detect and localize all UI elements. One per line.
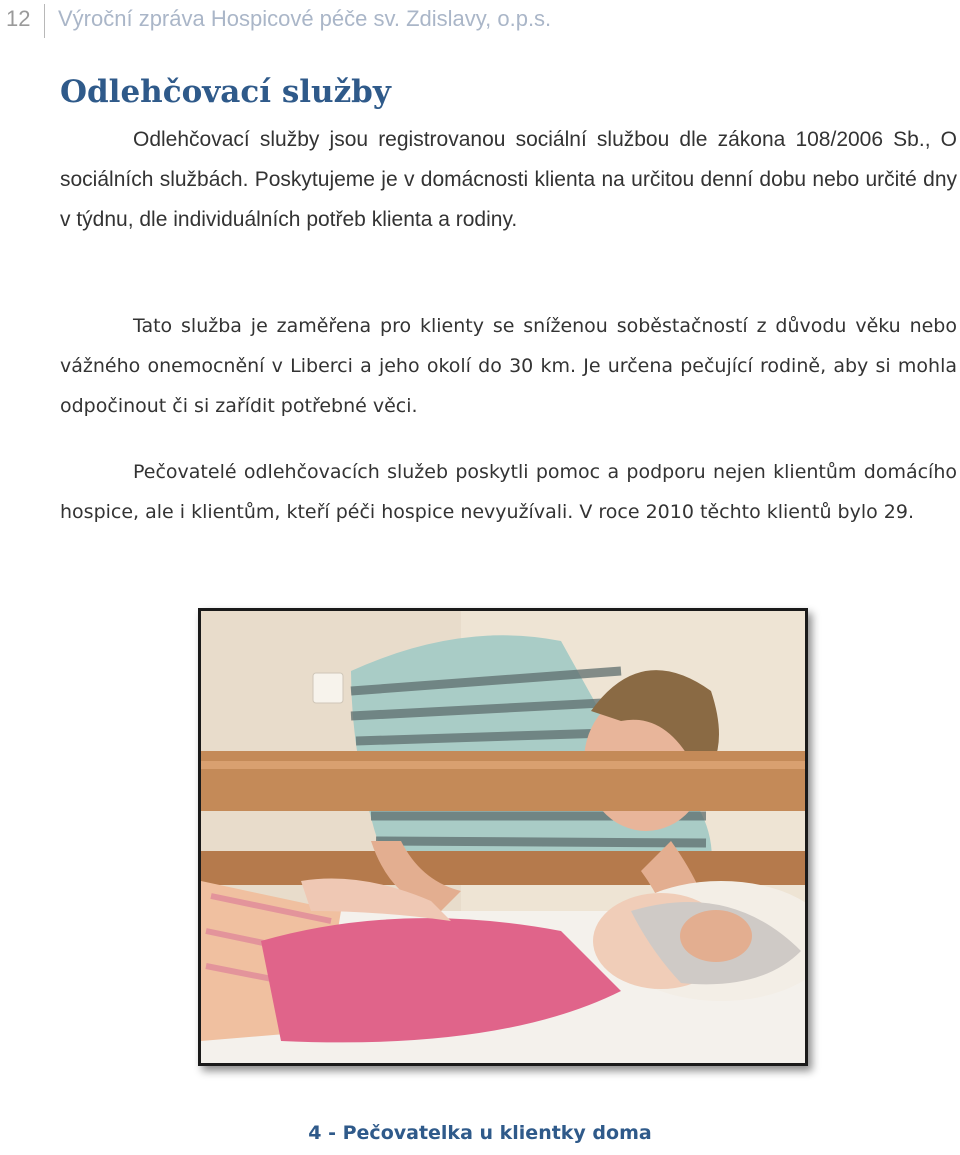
caregiver-photo [198, 608, 808, 1066]
section-title: Odlehčovací služby [60, 74, 391, 110]
paragraph-2: Tato služba je zaměřena pro klienty se sníženou soběstačností z důvodu věku nebo vážného onemocnění v Liberci a jeho okolí do 30 km. Je určena pečující rodině, aby si mohla odpočinout či si zařídit potřebné věci. [60, 315, 957, 417]
page-number: 12 [6, 6, 31, 31]
page-header [0, 0, 960, 40]
caregiver-photo-illustration [201, 611, 805, 1063]
header-divider [44, 4, 45, 38]
paragraph-1: Odlehčovací služby jsou registrovanou sociální službou dle zákona 108/2006 Sb., O sociálních službách. Poskytujeme je v domácnosti klienta na určitou denní dobu nebo určité dny v týdnu, dle individuálních potřeb klienta a rodiny. [60, 128, 957, 231]
paragraph-3: Pečovatelé odlehčovacích služeb poskytli pomoc a podporu nejen klientům domácího hospice, ale i klientům, kteří péči hospice nevyužívali. V roce 2010 těchto klientů bylo 29. [60, 461, 957, 523]
running-header-title: Výroční zpráva Hospicové péče sv. Zdislavy, o.p.s. [58, 6, 552, 31]
figure-caption: 4 - Pečovatelka u klientky doma [308, 1122, 652, 1144]
